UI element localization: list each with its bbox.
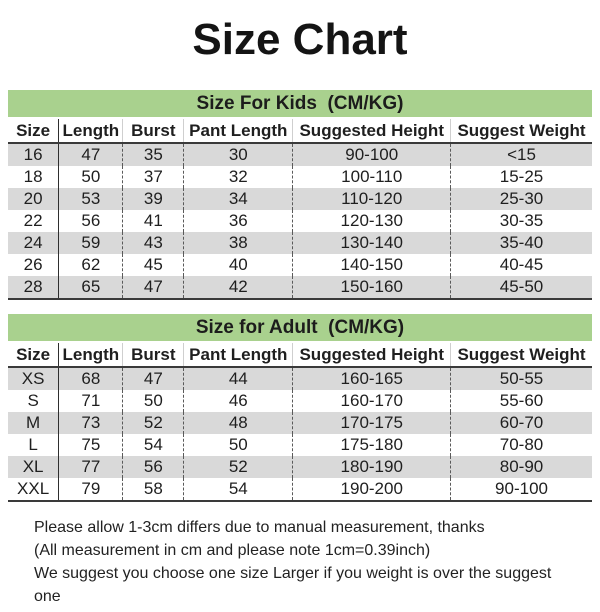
table-cell: 32 — [183, 166, 292, 188]
table-cell: 110-120 — [292, 188, 450, 210]
column-header-suggest-weight: Suggest Weight — [450, 119, 592, 142]
table-cell: 45 — [122, 254, 183, 276]
table-cell: 15-25 — [450, 166, 592, 188]
table-cell: 54 — [183, 478, 292, 500]
table-cell: XL — [22, 457, 44, 476]
table-cell: 56 — [122, 456, 183, 478]
table-cell: 53 — [58, 188, 122, 210]
table-cell: 68 — [58, 368, 122, 390]
table-cell: 35 — [122, 144, 183, 166]
table-row — [8, 254, 592, 276]
table-cell: 24 — [23, 233, 43, 252]
table-row — [8, 478, 592, 500]
table-cell: 30-35 — [450, 210, 592, 232]
column-header-suggest-weight: Suggest Weight — [450, 343, 592, 366]
table-cell: 58 — [122, 478, 183, 500]
table-cell: 37 — [122, 166, 183, 188]
kids-header-row — [8, 119, 592, 144]
table-cell: 59 — [58, 232, 122, 254]
table-cell: 100-110 — [292, 166, 450, 188]
table-cell: 70-80 — [450, 434, 592, 456]
table-cell: 50 — [122, 390, 183, 412]
table-cell: 50-55 — [450, 368, 592, 390]
kids-size-table — [8, 90, 592, 300]
table-cell: 140-150 — [292, 254, 450, 276]
table-cell: 47 — [58, 144, 122, 166]
column-header-burst: Burst — [122, 119, 183, 142]
table-cell: 150-160 — [292, 276, 450, 298]
table-cell: 18 — [23, 167, 43, 186]
table-cell: 60-70 — [450, 412, 592, 434]
table-cell: 20 — [23, 189, 43, 208]
table-cell: 65 — [58, 276, 122, 298]
table-cell: 45-50 — [450, 276, 592, 298]
table-cell: 41 — [122, 210, 183, 232]
table-cell: 48 — [183, 412, 292, 434]
table-cell: S — [27, 391, 39, 410]
table-cell: 47 — [122, 276, 183, 298]
column-header-length: Length — [58, 343, 122, 366]
kids-table-body — [8, 144, 592, 300]
table-cell: 52 — [183, 456, 292, 478]
table-row — [8, 412, 592, 434]
table-cell: <15 — [450, 144, 592, 166]
column-header-pant-length: Pant Length — [183, 119, 292, 142]
note-measurement-tolerance: Please allow 1-3cm differs due to manual measurement, thanks — [34, 519, 485, 536]
table-row — [8, 232, 592, 254]
table-cell: 40 — [183, 254, 292, 276]
table-cell: XXL — [17, 479, 50, 498]
table-cell: 55-60 — [450, 390, 592, 412]
table-cell: 43 — [122, 232, 183, 254]
table-cell: 160-170 — [292, 390, 450, 412]
table-row — [8, 188, 592, 210]
adult-table-body — [8, 368, 592, 502]
table-cell: L — [28, 435, 38, 454]
table-row — [8, 390, 592, 412]
table-cell: 180-190 — [292, 456, 450, 478]
measurement-notes — [34, 516, 580, 608]
column-header-size: Size — [16, 345, 51, 364]
table-cell: 52 — [122, 412, 183, 434]
table-cell: 50 — [58, 166, 122, 188]
table-row — [8, 368, 592, 390]
table-cell: 22 — [23, 211, 43, 230]
table-row — [8, 210, 592, 232]
adult-table-title: Size for Adult (CM/KG) — [8, 314, 592, 341]
table-cell: 25-30 — [450, 188, 592, 210]
table-cell: 170-175 — [292, 412, 450, 434]
table-cell: 130-140 — [292, 232, 450, 254]
table-cell: 175-180 — [292, 434, 450, 456]
table-cell: 79 — [58, 478, 122, 500]
table-cell: XS — [21, 369, 45, 388]
table-cell: 40-45 — [450, 254, 592, 276]
table-cell: 30 — [183, 144, 292, 166]
table-cell: 190-200 — [292, 478, 450, 500]
table-cell: 120-130 — [292, 210, 450, 232]
column-header-pant-length: Pant Length — [183, 343, 292, 366]
table-row — [8, 434, 592, 456]
table-row — [8, 166, 592, 188]
table-cell: 42 — [183, 276, 292, 298]
table-cell: 90-100 — [450, 478, 592, 500]
table-cell: 16 — [23, 145, 43, 164]
column-header-length: Length — [58, 119, 122, 142]
table-cell: 26 — [23, 255, 43, 274]
table-cell: 56 — [58, 210, 122, 232]
page-title: Size Chart — [192, 15, 408, 64]
table-row — [8, 456, 592, 478]
table-row — [8, 144, 592, 166]
table-cell: 62 — [58, 254, 122, 276]
column-header-size: Size — [16, 121, 51, 140]
table-cell: 90-100 — [292, 144, 450, 166]
column-header-suggested-height: Suggested Height — [292, 343, 450, 366]
table-cell: 34 — [183, 188, 292, 210]
table-cell: 75 — [58, 434, 122, 456]
table-cell: 50 — [183, 434, 292, 456]
adult-header-row — [8, 343, 592, 368]
table-cell: 54 — [122, 434, 183, 456]
table-cell: 77 — [58, 456, 122, 478]
column-header-burst: Burst — [122, 343, 183, 366]
table-cell: M — [26, 413, 41, 432]
table-cell: 80-90 — [450, 456, 592, 478]
table-cell: 73 — [58, 412, 122, 434]
note-size-suggestion: We suggest you choose one size Larger if you weight is over the suggest one — [34, 565, 552, 605]
table-cell: 47 — [122, 368, 183, 390]
table-cell: 35-40 — [450, 232, 592, 254]
column-header-suggested-height: Suggested Height — [292, 119, 450, 142]
adult-size-table — [8, 314, 592, 502]
table-cell: 160-165 — [292, 368, 450, 390]
table-cell: 39 — [122, 188, 183, 210]
note-unit-conversion: (All measurement in cm and please note 1cm=0.39inch) — [34, 542, 431, 559]
table-cell: 46 — [183, 390, 292, 412]
table-cell: 38 — [183, 232, 292, 254]
table-cell: 44 — [183, 368, 292, 390]
kids-table-title: Size For Kids (CM/KG) — [8, 90, 592, 117]
table-cell: 71 — [58, 390, 122, 412]
table-cell: 28 — [23, 277, 43, 296]
table-cell: 36 — [183, 210, 292, 232]
table-row — [8, 276, 592, 298]
